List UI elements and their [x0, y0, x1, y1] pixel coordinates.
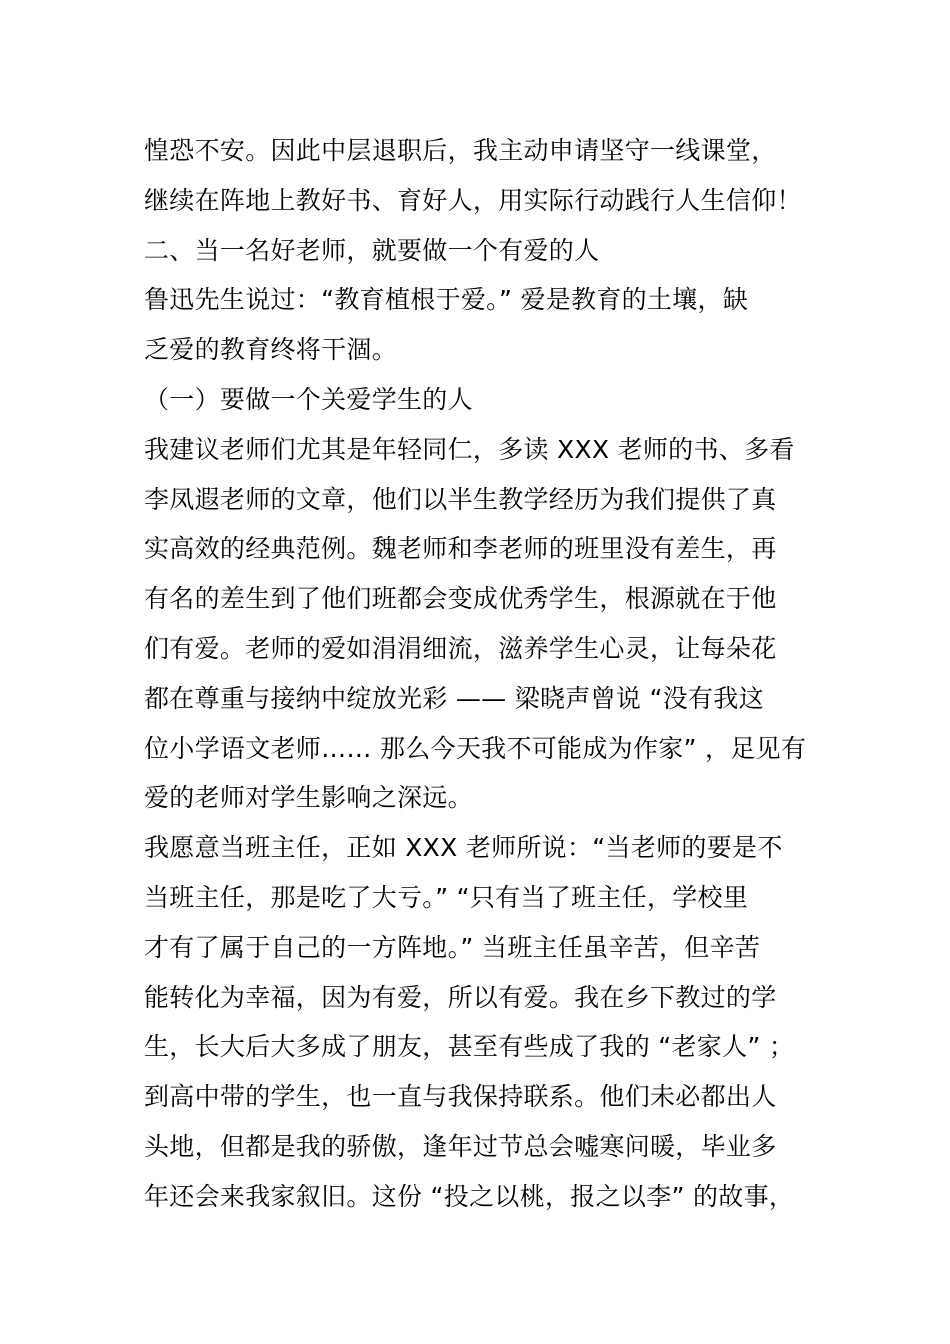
subsection-heading: （一）要做一个关爱学生的人 — [144, 384, 473, 414]
text-line: 位小学语文老师…… 那么今天我不可能成为作家” ，足见有 — [144, 733, 807, 763]
text-line: 继续在阵地上教好书、育好人，用实际行动践行人生信仰！ — [144, 185, 802, 215]
text-line: 能转化为幸福，因为有爱，所以有爱。我在乡下教过的学 — [144, 982, 777, 1012]
text-line: 我愿意当班主任，正如 XXX 老师所说：“当老师的要是不 — [144, 833, 783, 863]
text-line: 都在尊重与接纳中绽放光彩 —— 梁晓声曾说 “没有我这 — [144, 683, 764, 713]
text-line: 年还会来我家叙旧。这份 “投之以桃，报之以李” 的故事， — [144, 1181, 795, 1211]
text-line: 们有爱。老师的爱如涓涓细流，滋养学生心灵，让每朵花 — [144, 633, 777, 663]
body-text — [144, 126, 824, 1222]
text-line: 才有了属于自己的一方阵地。” 当班主任虽辛苦，但辛苦 — [144, 932, 761, 962]
text-line: 头地，但都是我的骄傲，逢年过节总会嘘寒问暖，毕业多 — [144, 1131, 777, 1161]
text-line: 我建议老师们尤其是年轻同仁，多读 XXX 老师的书、多看 — [144, 434, 795, 464]
text-line: 惶恐不安。因此中层退职后，我主动申请坚守一线课堂， — [144, 136, 777, 165]
text-line: 乏爱的教育终将干涸。 — [144, 335, 398, 365]
text-line: 鲁迅先生说过：“教育植根于爱。” 爱是教育的土壤，缺 — [144, 285, 749, 315]
text-line: 到高中带的学生，也一直与我保持联系。他们未必都出人 — [144, 1082, 777, 1112]
text-line: 实高效的经典范例。魏老师和李老师的班里没有差生，再 — [144, 534, 777, 564]
text-line: 有名的差生到了他们班都会变成优秀学生，根源就在于他 — [144, 584, 777, 614]
text-line: 爱的老师对学生影响之深远。 — [144, 783, 473, 813]
section-heading: 二、当一名好老师，就要做一个有爱的人 — [144, 235, 600, 265]
text-line: 当班主任，那是吃了大亏。” “只有当了班主任，学校里 — [144, 882, 749, 912]
text-line: 生，长大后大多成了朋友，甚至有些成了我的 “老家人” ； — [144, 1032, 795, 1062]
text-line: 李凤遐老师的文章，他们以半生教学经历为我们提供了真 — [144, 484, 777, 514]
